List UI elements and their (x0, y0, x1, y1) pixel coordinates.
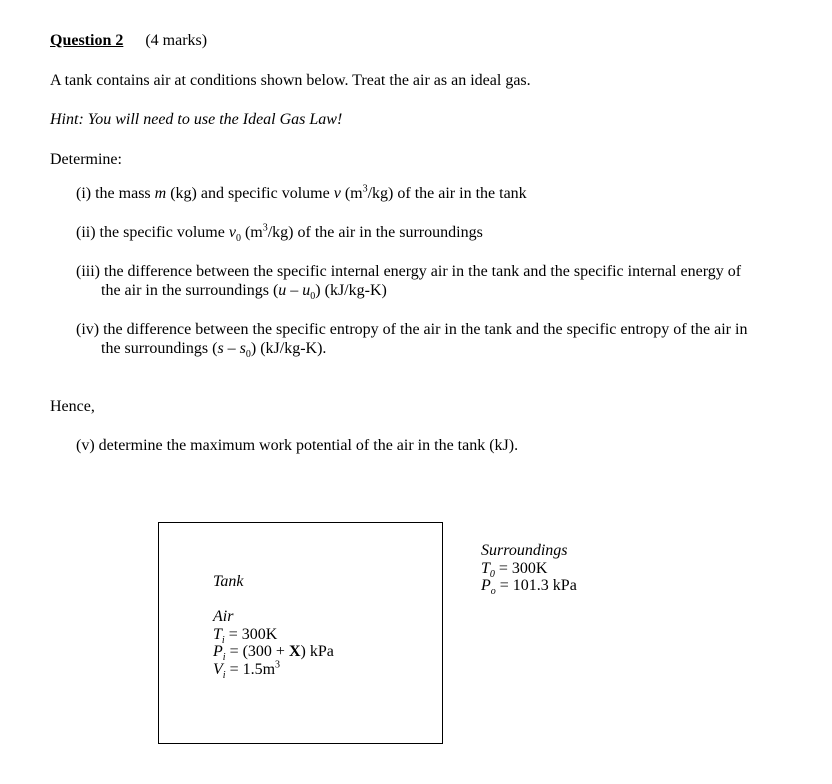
surroundings-temperature-symbol: T (481, 559, 490, 577)
tank-pressure-subscript: i (222, 652, 226, 664)
part-ii-text-a: the specific volume (99, 224, 229, 241)
tank-temperature (213, 626, 334, 644)
tank-content (213, 573, 334, 681)
tank-volume-superscript: 3 (275, 659, 281, 671)
hint-text: Hint: You will need to use the Ideal Gas Law! (50, 111, 343, 128)
surroundings-temperature-subscript: 0 (489, 568, 495, 580)
part-iv-line2-a: the surroundings ( (101, 340, 218, 357)
part-iv (76, 320, 747, 339)
part-iii-line2-a: the air in the surroundings ( (101, 282, 279, 299)
question-heading (50, 31, 207, 50)
part-i-number: (i) (76, 185, 92, 202)
part-ii-text-c: /kg) of the air in the surroundings (267, 224, 483, 241)
part-ii-superscript: 3 (262, 222, 268, 234)
part-i-text-c: (m (340, 185, 363, 202)
part-ii (76, 222, 483, 245)
tank-volume (213, 661, 334, 679)
part-iii (76, 262, 741, 281)
determine-label: Determine: (50, 151, 122, 168)
surroundings-label: Surroundings (481, 542, 568, 559)
tank-volume-subscript: i (222, 669, 226, 681)
tank-temperature-subscript: i (221, 634, 225, 646)
part-iv-subscript: 0 (245, 349, 251, 361)
surroundings-pressure (481, 577, 577, 598)
part-iv-number: (iv) (76, 321, 100, 338)
part-ii-subscript: 0 (235, 233, 241, 245)
part-iv-line1: the difference between the specific entropy of the air in the tank and the specific entropy of the air in (103, 321, 748, 338)
part-i-text-b: (kg) and specific volume (166, 185, 334, 202)
part-ii-number: (ii) (76, 224, 96, 241)
part-iii-symbol: u – u (278, 282, 311, 299)
part-v-number: (v) (76, 437, 95, 454)
hence-label: Hence, (50, 398, 95, 415)
part-iii-subscript: 0 (310, 291, 316, 303)
tank-pressure-symbol: P (213, 643, 223, 660)
part-i (76, 184, 527, 203)
surroundings-pressure-subscript: o (490, 586, 496, 598)
surroundings-temperature-value: = 300K (494, 559, 548, 577)
part-iv-symbol: s – s (217, 340, 246, 357)
part-v-text: determine the maximum work potential of the air in the tank (kJ). (98, 437, 519, 454)
part-i-superscript: 3 (362, 183, 368, 195)
tank-volume-value: = 1.5m (225, 660, 276, 678)
surroundings-temperature (481, 560, 577, 578)
surroundings-content (481, 542, 577, 598)
tank-label: Tank (213, 573, 244, 590)
part-iii-line2-b: ) (kJ/kg-K) (315, 282, 387, 299)
part-iii-line1: the difference between the specific internal energy air in the tank and the specific internal energy of (104, 263, 742, 280)
tank-volume-symbol: V (213, 660, 223, 678)
question-number: Question 2 (50, 32, 124, 49)
tank-pressure (213, 643, 334, 664)
part-ii-text-b: (m (240, 224, 263, 241)
question-marks: (4 marks) (145, 32, 208, 49)
part-i-symbol-m: m (154, 185, 167, 202)
part-iv-line2-b: ) (kJ/kg-K). (250, 340, 327, 357)
tank-temperature-symbol: T (213, 625, 222, 643)
part-i-text-a: the mass (95, 185, 155, 202)
part-ii-symbol: v (228, 224, 236, 241)
surroundings-pressure-symbol: P (481, 577, 491, 594)
intro-text: A tank contains air at conditions shown below. Treat the air as an ideal gas. (50, 72, 531, 89)
tank-air-label: Air (213, 608, 234, 625)
part-v (76, 436, 518, 455)
tank-temperature-value: = 300K (224, 625, 278, 643)
part-i-text-d: /kg) of the air in the tank (367, 185, 527, 202)
part-iii-number: (iii) (76, 263, 100, 280)
tank-pressure-value-a: = (300 + (225, 643, 289, 660)
tank-pressure-value-b: ) kPa (300, 643, 334, 660)
tank-pressure-x: X (288, 643, 301, 660)
part-i-symbol-v: v (333, 185, 341, 202)
surroundings-pressure-value: = 101.3 kPa (495, 577, 577, 594)
part-iii-line2 (101, 281, 387, 303)
part-iv-line2 (101, 339, 327, 361)
